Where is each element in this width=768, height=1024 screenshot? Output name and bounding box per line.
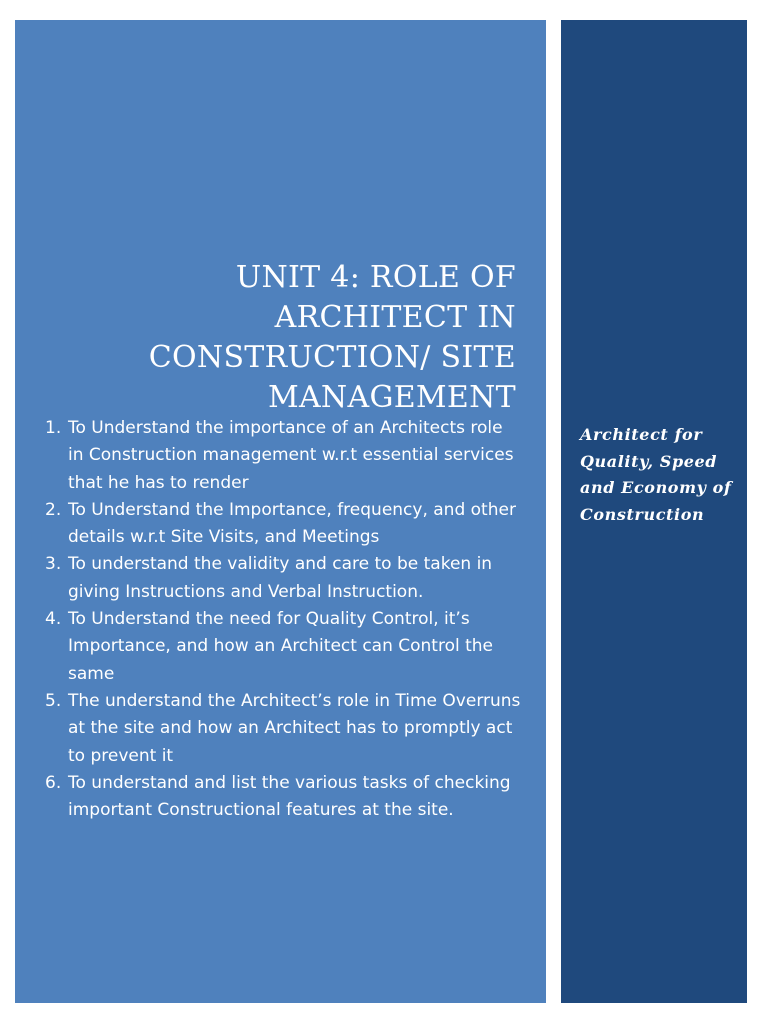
objective-number: 6. — [45, 772, 62, 793]
objective-item — [45, 606, 521, 688]
objective-text: To understand and list the various tasks of checking important Constructional features at the site. — [68, 772, 511, 821]
objective-text: To Understand the Importance, frequency, and other details w.r.t Site Visits, and Meetings — [68, 499, 516, 548]
objective-text: To understand the validity and care to be taken in giving Instructions and Verbal Instruction. — [68, 554, 493, 602]
objective-number: 4. — [45, 609, 62, 630]
objective-number: 2. — [45, 499, 62, 520]
objective-number: 1. — [45, 418, 62, 438]
main-content-panel — [15, 20, 546, 1003]
objective-item — [45, 415, 521, 497]
sidebar-panel — [561, 20, 747, 1003]
objective-text: The understand the Architect’s role in Time Overruns at the site and how an Architect has to promptly act to prevent it — [68, 690, 521, 766]
objective-item — [45, 770, 521, 825]
unit-title: UNIT 4: ROLE OF ARCHITECT IN CONSTRUCTION/ SITE MANAGEMENT — [148, 260, 516, 415]
objective-number: 5. — [45, 690, 62, 711]
objective-item — [45, 688, 521, 770]
tagline: Architect for Quality, Speed and Economy of Construction — [580, 425, 732, 524]
objective-item — [45, 551, 521, 606]
objective-text: To Understand the need for Quality Control, it’s Importance, and how an Architect can Control the same — [68, 609, 494, 684]
objective-number: 3. — [45, 554, 62, 575]
objectives-list — [45, 415, 521, 824]
objective-text: To Understand the importance of an Architects role in Construction management w.r.t essential services that he has to render — [68, 418, 514, 493]
objective-item — [45, 497, 521, 552]
